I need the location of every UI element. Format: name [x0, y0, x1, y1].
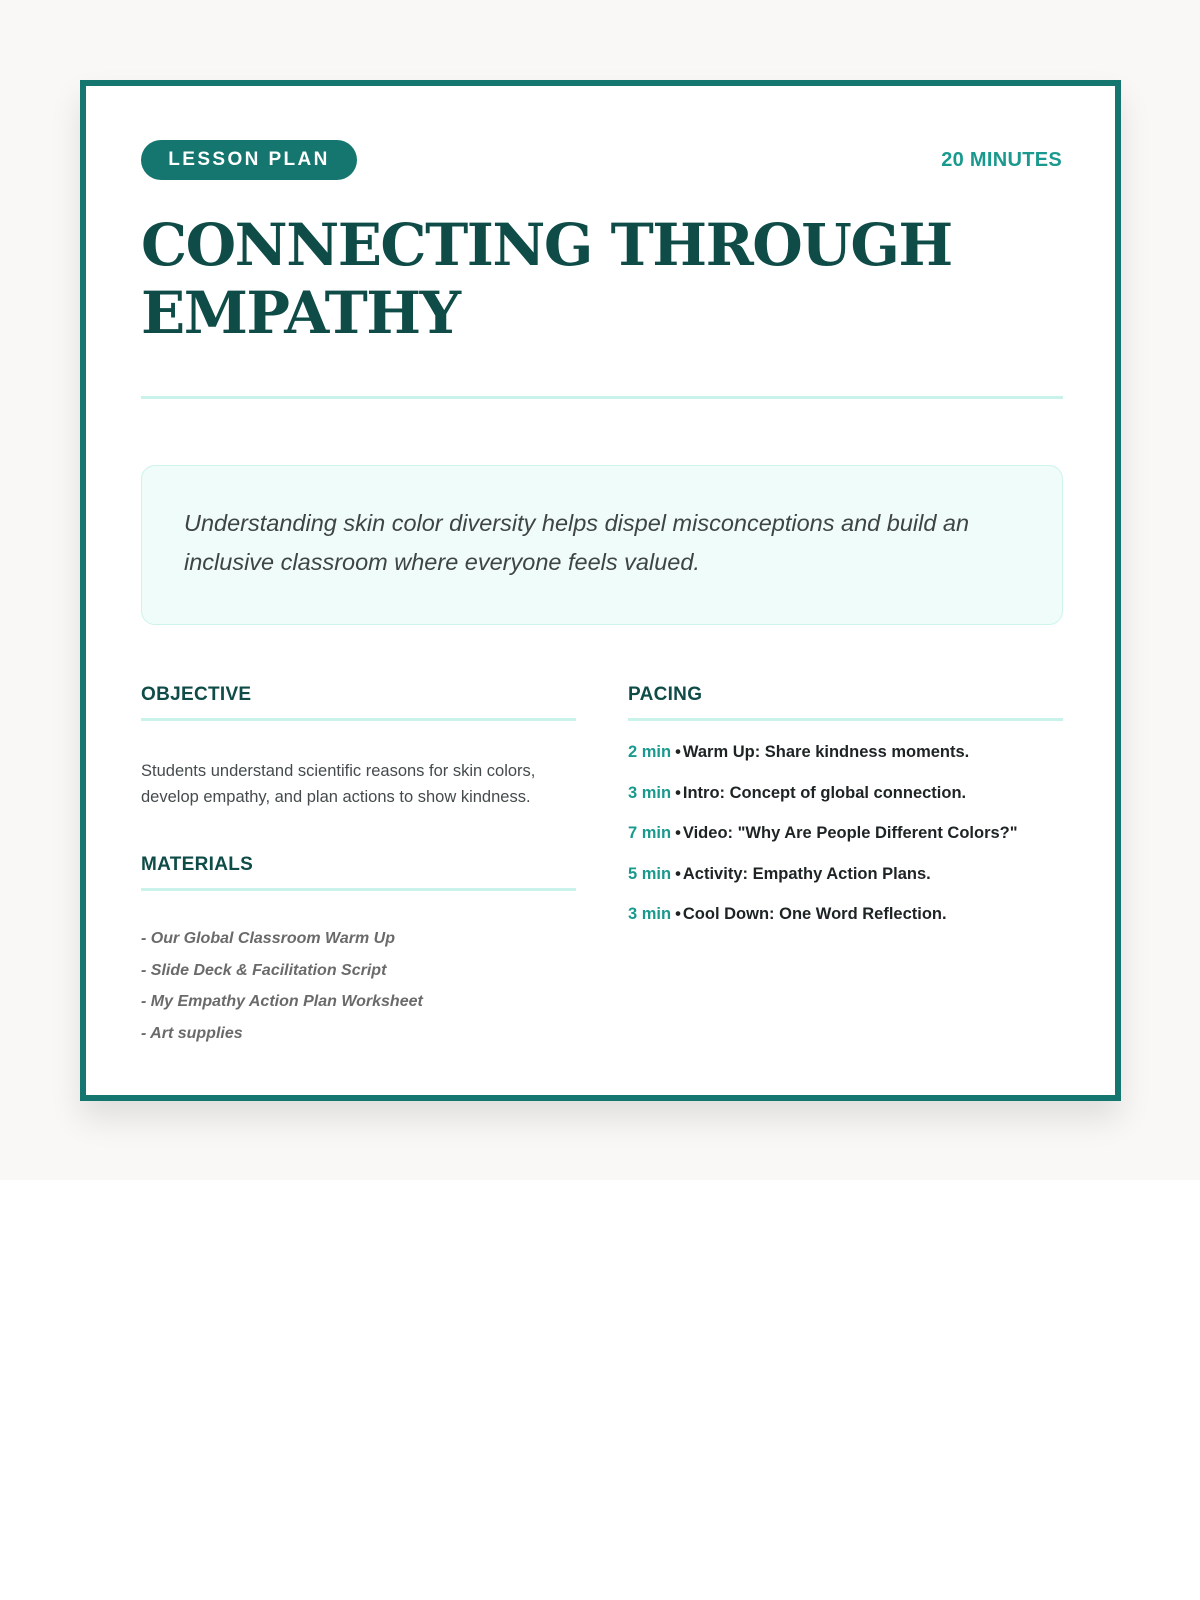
pacing-item [628, 821, 1063, 862]
objective-heading: OBJECTIVE [141, 684, 252, 705]
title-line-2: EMPATHY [141, 279, 460, 347]
page-title [141, 211, 1041, 347]
pacing-activity: Warm Up: Share kindness moments. [682, 743, 970, 761]
title-divider [141, 396, 1063, 399]
pacing-activity: Intro: Concept of global connection. [682, 783, 967, 802]
pacing-time: 2 min [628, 743, 672, 761]
pacing-item [628, 902, 1063, 943]
materials-item: - Slide Deck & Facilitation Script [141, 961, 387, 979]
lesson-plan-badge: LESSON PLAN [141, 140, 357, 180]
materials-item: - My Empathy Action Plan Worksheet [141, 993, 423, 1010]
pacing-time: 7 min [628, 824, 672, 842]
duration-label: 20 MINUTES [941, 149, 1062, 171]
pacing-activity: Activity: Empathy Action Plans. [682, 864, 931, 883]
pacing-list [628, 740, 1063, 943]
pacing-time: 5 min [628, 864, 672, 883]
bullet-separator: • [675, 783, 681, 802]
bullet-separator: • [675, 905, 681, 923]
bullet-separator: • [675, 824, 681, 842]
objective-text: Students understand scientific reasons for skin colors, develop empathy, and plan actions to show kindness. [141, 762, 536, 806]
pacing-time: 3 min [628, 783, 672, 802]
objective-divider [141, 718, 576, 721]
materials-item: - Our Global Classroom Warm Up [141, 930, 395, 947]
intro-quote: Understanding skin color diversity helps dispel misconceptions and build an inclusive classroom where everyone feels valued. [184, 510, 970, 575]
pacing-item [628, 781, 1063, 822]
lesson-plan-card [80, 80, 1121, 1101]
intro-callout [141, 465, 1063, 625]
materials-item: - Art supplies [141, 1024, 243, 1042]
pacing-time: 3 min [628, 905, 672, 923]
pacing-item [628, 862, 1063, 903]
materials-heading: MATERIALS [141, 854, 254, 875]
bullet-separator: • [675, 864, 681, 883]
materials-divider [141, 888, 576, 891]
title-line-1: CONNECTING THROUGH [141, 211, 952, 279]
right-column [628, 684, 1063, 943]
materials-list [141, 929, 576, 1055]
pacing-item [628, 740, 1063, 781]
pacing-activity: Cool Down: One Word Reflection. [682, 905, 947, 923]
bullet-separator: • [675, 743, 681, 761]
pacing-heading: PACING [628, 684, 703, 705]
pacing-divider [628, 718, 1063, 721]
pacing-activity: Video: "Why Are People Different Colors?" [682, 824, 1018, 842]
left-column [141, 684, 576, 1055]
